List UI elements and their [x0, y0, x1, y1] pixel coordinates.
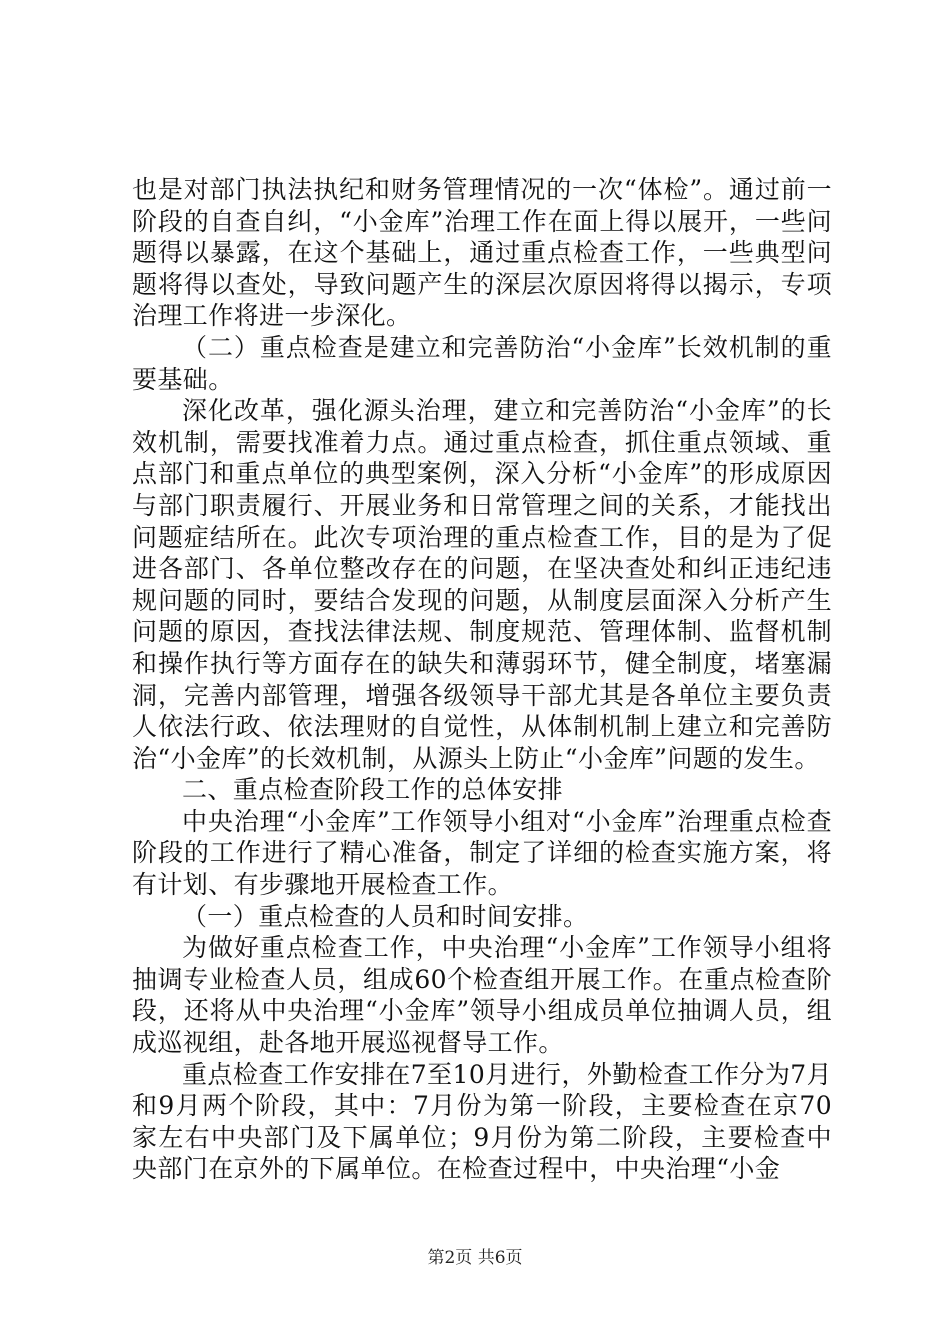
page-footer: 第2页 共6页	[427, 1248, 523, 1268]
paragraph-subheading-2: （二）重点检查是建立和完善防治“小金库”长效机制的重要基础。	[132, 332, 832, 394]
paragraph-subheading-1: （一）重点检查的人员和时间安排。	[182, 901, 589, 931]
paragraph-body: 中央治理“小金库”工作领导小组对“小金库”治理重点检查阶段的工作进行了精心准备，制定了详细的检查实施方案，将有计划、有步骤地开展检查工作。	[132, 806, 832, 900]
section-heading: 二、重点检查阶段工作的总体安排	[182, 775, 564, 805]
paragraph-continuation: 也是对部门执法执纪和财务管理情况的一次“体检”。通过前一阶段的自查自纠，“小金库”治理工作在面上得以展开，一些问题得以暴露，在这个基础上，通过重点检查工作，一些典型问题将得以查处，导致问题产生的深层次原因将得以揭示，专项治理工作将进一步深化。	[132, 175, 832, 331]
paragraph-body: 为做好重点检查工作，中央治理“小金库”工作领导小组将抽调专业检查人员，组成60个检查组开展工作。在重点检查阶段，还将从中央治理“小金库”领导小组成员单位抽调人员，组成巡视组，赴各地开展巡视督导工作。	[132, 933, 832, 1058]
paragraph-body: 重点检查工作安排在7至10月进行，外勤检查工作分为7月和9月两个阶段，其中：7月份为第一阶段，主要检查在京70家左右中央部门及下属单位；9月份为第二阶段，主要检查中央部门在京外的下属单位。在检查过程中，中央治理“小金	[132, 1059, 832, 1184]
paragraph-body: 深化改革，强化源头治理，建立和完善防治“小金库”的长效机制，需要找准着力点。通过重点检查，抓住重点领域、重点部门和重点单位的典型案例，深入分析“小金库”的形成原因与部门职责履行、开展业务和日常管理之间的关系，才能找出问题症结所在。此次专项治理的重点检查工作，目的是为了促进各部门、各单位整改存在的问题，在坚决查处和纠正违纪违规问题的同时，要结合发现的问题，从制度层面深入分析产生问题的原因，查找法律法规、制度规范、管理体制、监督机制和操作执行等方面存在的缺失和薄弱环节，健全制度，堵塞漏洞，完善内部管理，增强各级领导干部尤其是各单位主要负责人依法行政、依法理财的自觉性，从体制机制上建立和完善防治“小金库”的长效机制，从源头上防止“小金库”问题的发生。	[132, 396, 832, 773]
document-body	[132, 174, 832, 1185]
